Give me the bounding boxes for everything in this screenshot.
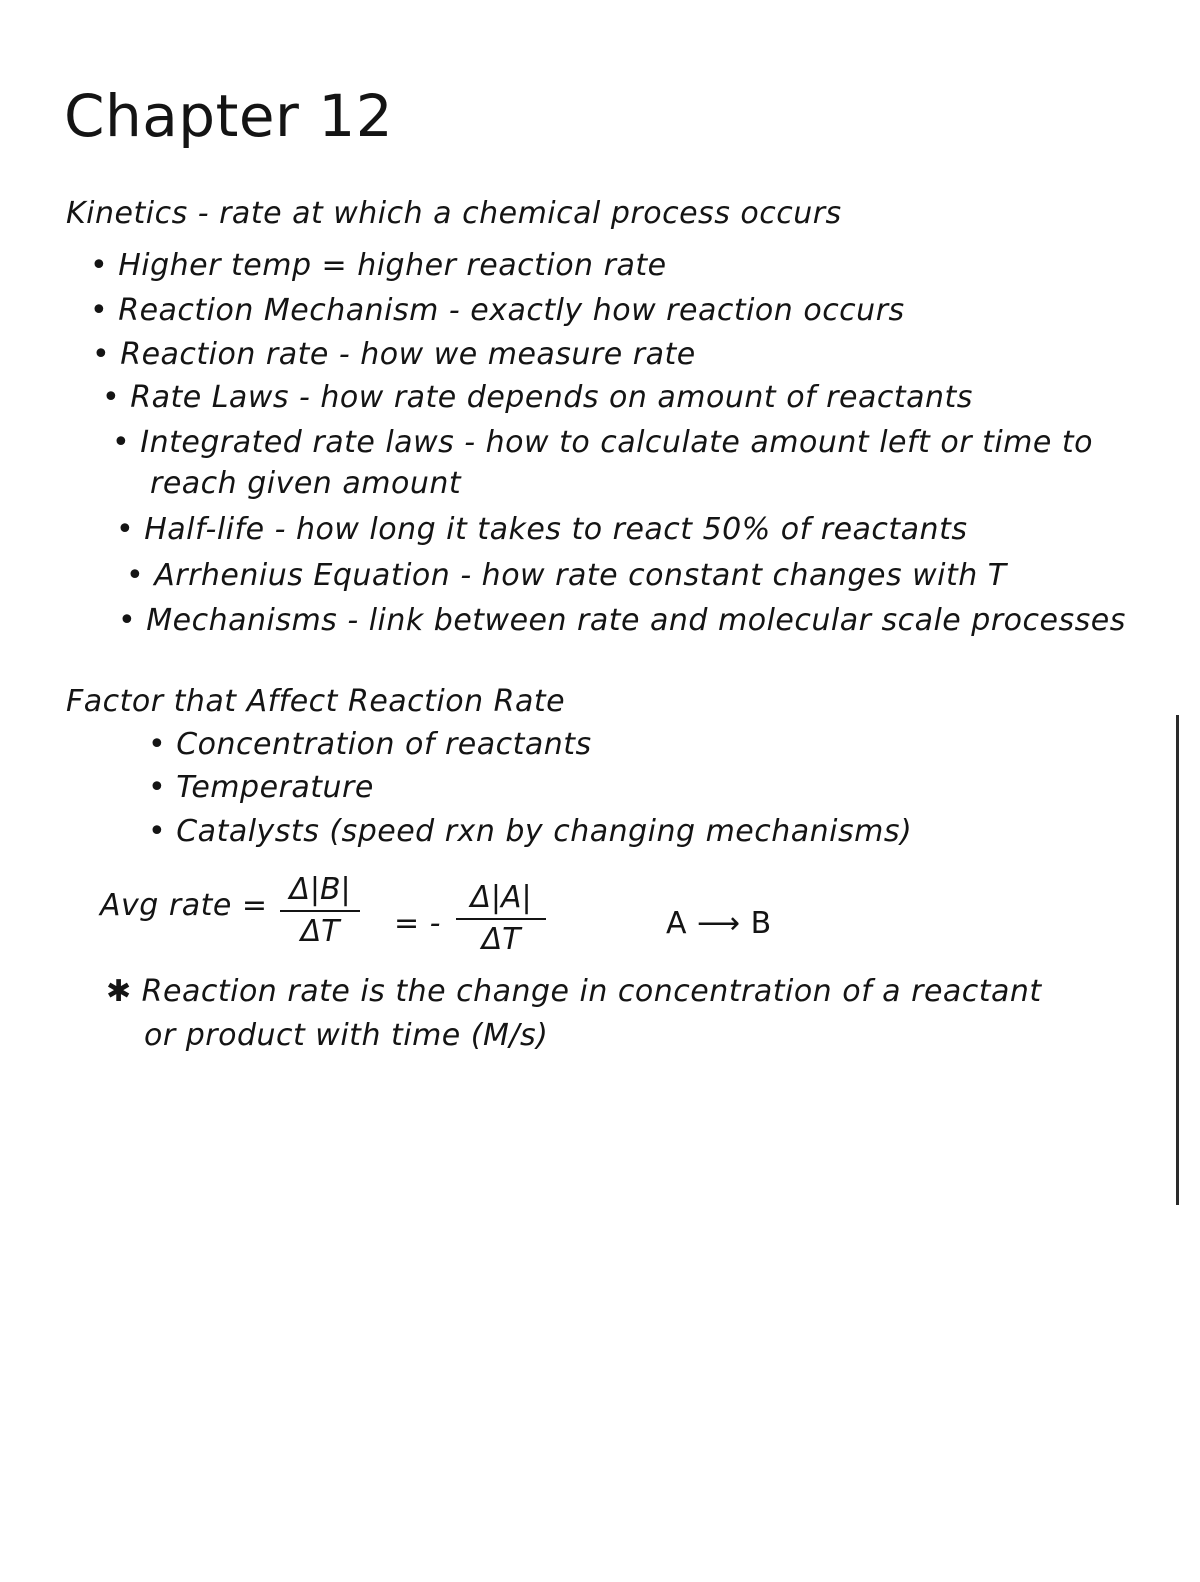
- note-line: ✱ Reaction rate is the change in concentration of a reactant: [106, 974, 1042, 1009]
- kinetics-bullet: • Higher temp = higher reaction rate: [90, 248, 667, 283]
- kinetics-bullet: • Rate Laws - how rate depends on amount of reactants: [102, 380, 973, 415]
- factor-item: • Concentration of reactants: [148, 727, 592, 762]
- kinetics-bullet: • Arrhenius Equation - how rate constant changes with T: [126, 558, 1007, 593]
- note-line: or product with time (M/s): [144, 1018, 549, 1053]
- kinetics-bullet: • Mechanisms - link between rate and molecular scale processes: [118, 603, 1126, 638]
- kinetics-bullet: • Half-life - how long it takes to react 50% of reactants: [116, 512, 968, 547]
- rate-fraction-reactant: [456, 880, 546, 958]
- fraction-denominator: ΔT: [300, 914, 340, 949]
- rate-fraction-product: [280, 872, 360, 950]
- kinetics-bullet: • Reaction Mechanism - exactly how reaction occurs: [90, 293, 905, 328]
- kinetics-heading: Kinetics - rate at which a chemical process occurs: [66, 196, 842, 231]
- fraction-bar: [456, 918, 546, 920]
- page-edge-line: [1176, 715, 1179, 1205]
- equals-negative: = -: [394, 906, 441, 941]
- factor-item: • Temperature: [148, 770, 374, 805]
- fraction-numerator: Δ|A|: [470, 880, 532, 915]
- kinetics-bullet-continuation: reach given amount: [150, 466, 462, 501]
- fraction-denominator: ΔT: [481, 922, 521, 957]
- avg-rate-label: Avg rate =: [100, 888, 268, 923]
- kinetics-bullet: • Reaction rate - how we measure rate: [92, 337, 696, 372]
- kinetics-bullet: • Integrated rate laws - how to calculate amount left or time to: [112, 425, 1094, 460]
- factors-heading: Factor that Affect Reaction Rate: [66, 684, 566, 719]
- reaction-equation: A ⟶ B: [666, 906, 772, 941]
- fraction-numerator: Δ|B|: [289, 872, 351, 907]
- factor-item: • Catalysts (speed rxn by changing mechanisms): [148, 814, 913, 849]
- fraction-bar: [280, 910, 360, 912]
- chapter-title: Chapter 12: [64, 82, 394, 150]
